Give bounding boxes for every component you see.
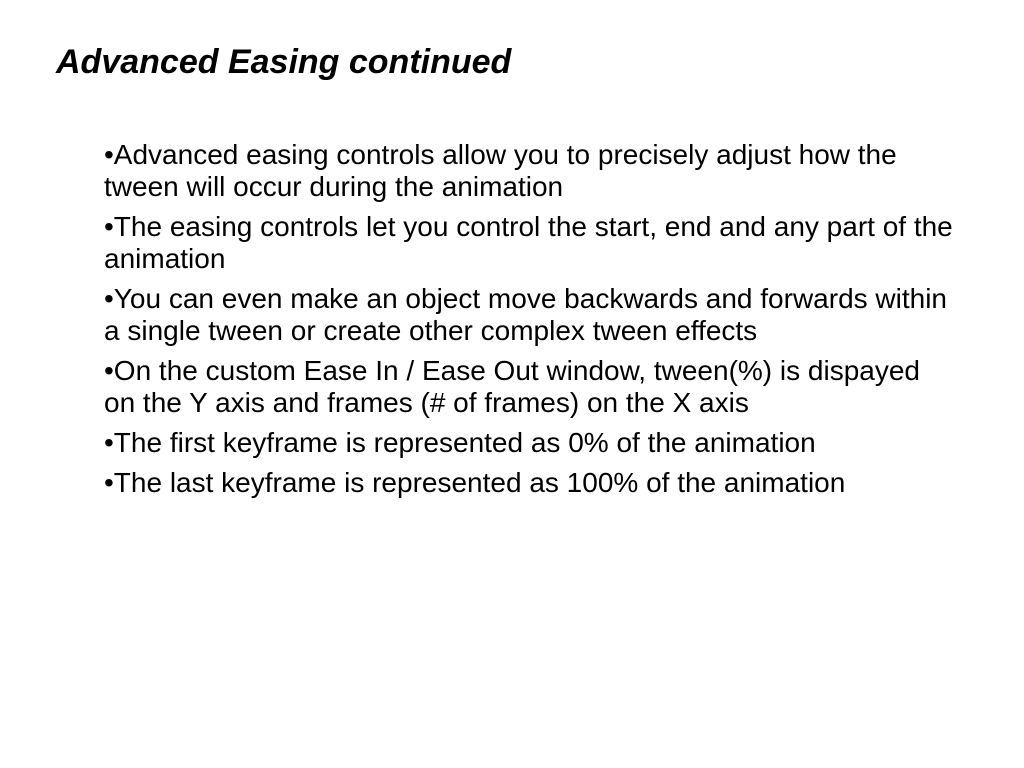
bullet-item: •You can even make an object move backwards and forwards within a single tween or create other complex tween effects <box>104 283 948 346</box>
bullet-item: •Advanced easing controls allow you to precisely adjust how the tween will occur during the animation <box>104 139 897 202</box>
bullet-item: •On the custom Ease In / Ease Out window, tween(%) is dispayed on the Y axis and frames (# of frames) on the X axis <box>104 355 920 418</box>
slide-title: Advanced Easing continued <box>56 43 512 81</box>
bullet-item: •The first keyframe is represented as 0% of the animation <box>104 427 816 458</box>
bullet-list <box>104 139 954 507</box>
bullet-item: •The last keyframe is represented as 100% of the animation <box>104 467 846 498</box>
bullet-item: •The easing controls let you control the start, end and any part of the animation <box>104 211 953 274</box>
